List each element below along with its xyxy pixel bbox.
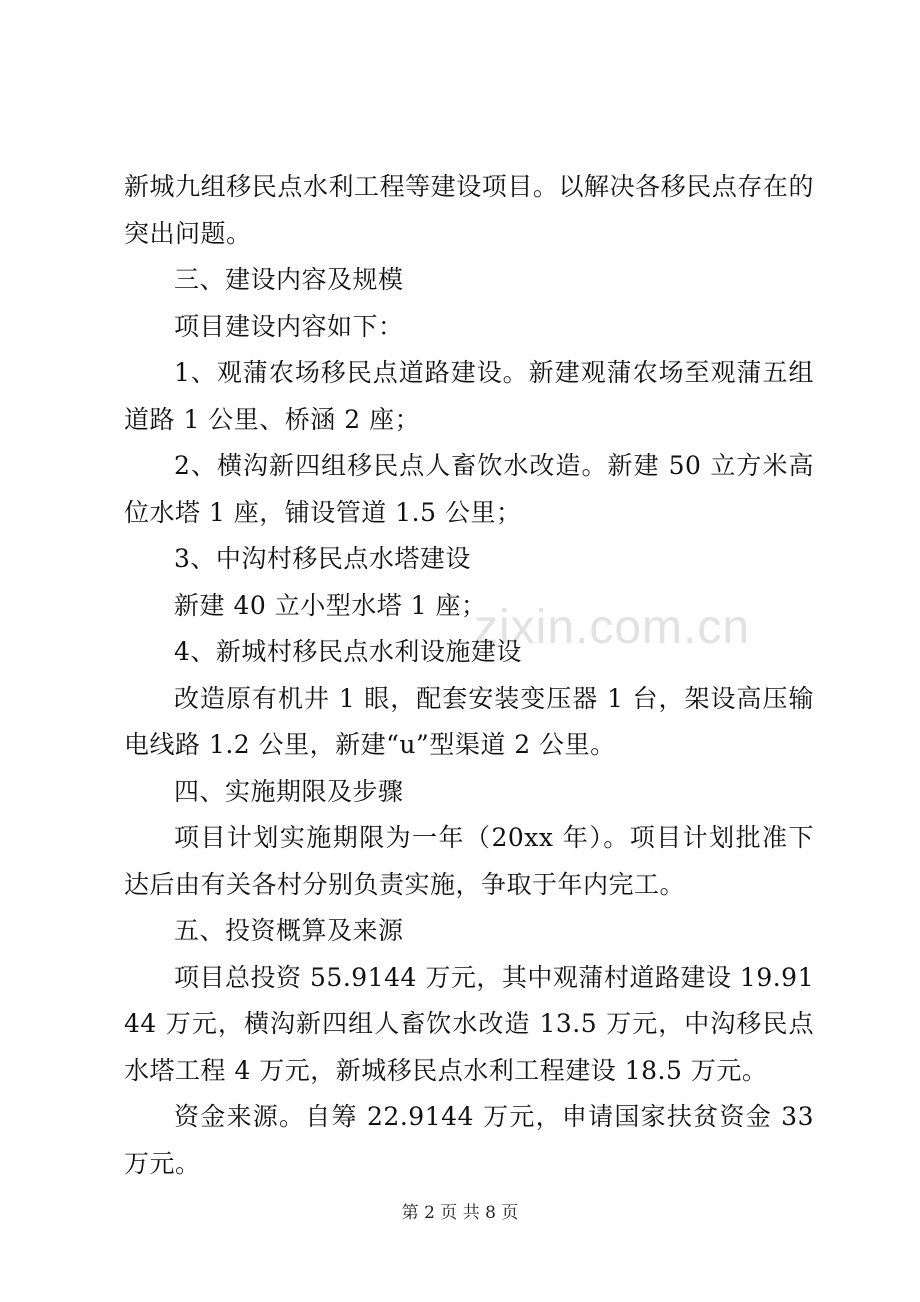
section-heading: 三、建设内容及规模 [174, 265, 404, 294]
page-footer: 第 2 页 共 8 页 [401, 1203, 519, 1223]
list-item: 4、新城村移民点水利设施建设 [174, 637, 522, 666]
section-heading: 四、实施期限及步骤 [174, 776, 404, 806]
paragraph: 项目计划实施期限为一年（20xx 年）。项目计划批准下达后由有关各村分别负责实施，争取于年内完工。 [124, 823, 814, 899]
paragraph: 新城九组移民点水利工程等建设项目。以解决各移民点存在的突出问题。 [124, 172, 814, 248]
paragraph: 资金来源。自筹 22.9144 万元，申请国家扶贫资金 33 万元。 [124, 1102, 814, 1178]
list-item: 1、观蒲农场移民点道路建设。新建观蒲农场至观蒲五组道路 1 公里、桥涵 2 座； [124, 358, 814, 434]
document-body [124, 164, 814, 1187]
paragraph: 改造原有机井 1 眼，配套安装变压器 1 台，架设高压输电线路 1.2 公里，新建“u”型渠道 2 公里。 [124, 683, 814, 759]
list-item: 2、横沟新四组移民点人畜饮水改造。新建 50 立方米高位水塔 1 座，铺设管道 1.5 公里； [124, 451, 814, 527]
paragraph: 新建 40 立小型水塔 1 座； [174, 590, 487, 620]
section-heading: 五、投资概算及来源 [174, 916, 404, 945]
watermark: zixin.com.cn [474, 601, 751, 654]
list-item: 3、中沟村移民点水塔建设 [174, 544, 471, 573]
paragraph: 项目总投资 55.9144 万元，其中观蒲村道路建设 19.9144 万元，横沟新四组人畜饮水改造 13.5 万元，中沟移民点水塔工程 4 万元，新城移民点水利工程建设 18.5 万元。 [124, 962, 814, 1085]
paragraph: 项目建设内容如下： [174, 311, 404, 341]
